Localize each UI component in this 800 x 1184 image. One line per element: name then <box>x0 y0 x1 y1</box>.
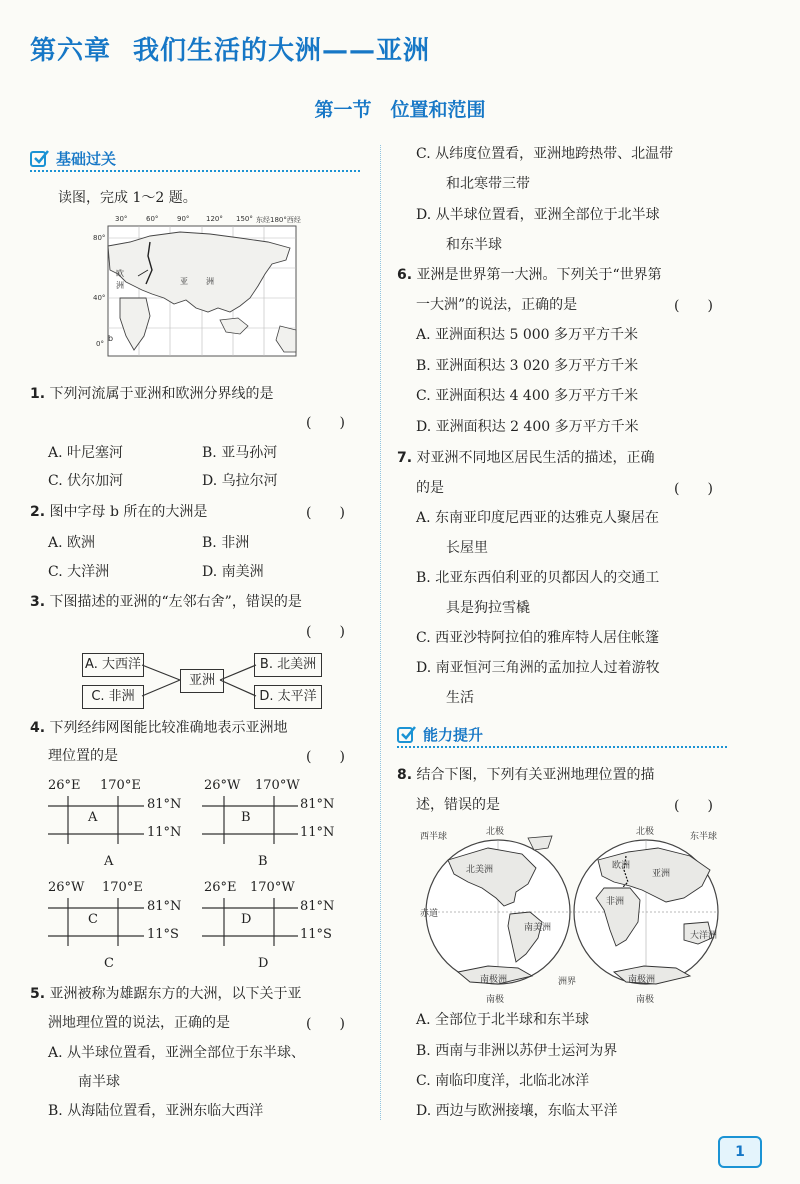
chapter-name: 我们生活的大洲——亚洲 <box>133 36 431 66</box>
grid-a-caption: A <box>104 854 114 869</box>
checkbox-icon <box>397 724 417 744</box>
q5-option-d-cont[interactable]: 和东半球 <box>446 237 502 253</box>
q3-number: 3. <box>30 594 46 610</box>
q2-option-c[interactable]: C. 大洋洲 <box>48 564 110 580</box>
grid-b-letter: B <box>241 810 251 825</box>
q7-answer-paren[interactable]: ( ) <box>674 481 713 497</box>
map1-label-zhou1: 洲 <box>116 281 124 290</box>
column-divider <box>380 145 381 1120</box>
grid-c-lat2: 11°S <box>147 927 179 942</box>
q7-option-d-cont[interactable]: 生活 <box>446 690 474 706</box>
map8-as: 亚洲 <box>652 869 671 879</box>
q8-stem-line2: 述，错误的是 <box>416 797 500 813</box>
q4-answer-paren[interactable]: ( ) <box>306 749 345 765</box>
q6-number: 6. <box>397 267 413 283</box>
map8-np2: 北极 <box>636 827 655 837</box>
q1-answer-paren[interactable]: ( ) <box>306 415 345 431</box>
map1-lat-80: 80° <box>93 234 106 242</box>
asia-map <box>90 212 310 370</box>
q5-stem-line2: 洲地理位置的说法，正确的是 <box>48 1015 230 1031</box>
page-number: 1 <box>718 1136 762 1168</box>
intro-text: 读图，完成 1～2 题。 <box>58 190 197 206</box>
q4-stem-line1 <box>30 718 288 738</box>
map1-lon-30: 30° <box>115 215 128 223</box>
q1-option-a[interactable]: A. 叶尼塞河 <box>48 445 124 461</box>
grid-a-lon2: 170°E <box>100 778 141 793</box>
map1-lon-120: 120° <box>206 215 223 223</box>
q5-option-d[interactable]: D. 从半球位置看，亚洲全部位于北半球 <box>416 207 660 223</box>
q3-stem-text: 下图描述的亚洲的“左邻右舍”，错误的是 <box>49 594 302 610</box>
q5-stem-line1 <box>30 984 302 1004</box>
section-label-basic: 基础过关 <box>56 150 117 168</box>
q7-stem-text: 对亚洲不同地区居民生活的描述，正确 <box>416 450 655 466</box>
q7-option-a[interactable]: A. 东南亚印度尼西亚的达雅克人聚居在 <box>416 510 660 526</box>
q8-answer-paren[interactable]: ( ) <box>674 798 713 814</box>
chapter-number: 第六章 <box>30 36 112 66</box>
map8-sa: 南美洲 <box>524 923 552 933</box>
q6-option-b[interactable]: B. 亚洲面积达 3 020 多万平方千米 <box>416 358 639 374</box>
q7-option-a-cont[interactable]: 长屋里 <box>446 540 488 556</box>
map8-an2: 南极洲 <box>628 975 656 985</box>
map8-sp2: 南极 <box>636 995 655 1005</box>
map8-np1: 北极 <box>486 827 505 837</box>
grid-a-lat2: 11°N <box>147 825 182 840</box>
q6-option-a[interactable]: A. 亚洲面积达 5 000 多万平方千米 <box>416 327 638 343</box>
q8-option-a[interactable]: A. 全部位于北半球和东半球 <box>416 1012 590 1028</box>
grid-a-letter: A <box>88 810 98 825</box>
map1-lat-0: 0° <box>96 340 104 348</box>
q1-option-c[interactable]: C. 伏尔加河 <box>48 473 124 489</box>
map1-lon-150: 150° <box>236 215 253 223</box>
q1-stem-text: 下列河流属于亚洲和欧洲分界线的是 <box>49 386 274 402</box>
map1-label-zhou2: 洲 <box>206 277 214 286</box>
q7-option-d[interactable]: D. 南亚恒河三角洲的孟加拉人过着游牧 <box>416 660 660 676</box>
q8-stem-text: 结合下图，下列有关亚洲地理位置的描 <box>416 767 655 783</box>
map1-lon-60: 60° <box>146 215 159 223</box>
q2-number: 2. <box>30 504 46 520</box>
grid-d-lat1: 81°N <box>300 899 335 914</box>
map8-sp1: 南极 <box>486 995 505 1005</box>
map8-an1: 南极洲 <box>480 975 508 985</box>
section-head-basic <box>30 148 360 172</box>
q5-option-a[interactable]: A. 从半球位置看，亚洲全部位于东半球、 <box>48 1045 306 1061</box>
q5-option-b[interactable]: B. 从海陆位置看，亚洲东临大西洋 <box>48 1103 264 1119</box>
map8-boundary: 洲界 <box>558 977 577 987</box>
grid-c-lon2: 170°E <box>102 880 143 895</box>
q3-box-b[interactable]: B. 北美洲 <box>254 653 322 677</box>
q2-option-d[interactable]: D. 南美洲 <box>202 564 264 580</box>
q2-option-b[interactable]: B. 非洲 <box>202 535 250 551</box>
grid-c-caption: C <box>104 956 114 971</box>
grid-a-lon1: 26°E <box>48 778 81 793</box>
q7-stem-line1 <box>397 448 655 468</box>
grid-c-lon1: 26°W <box>48 880 85 895</box>
grid-b-lon2: 170°W <box>255 778 300 793</box>
map8-oc: 大洋洲 <box>690 931 718 941</box>
q6-option-d[interactable]: D. 亚洲面积达 2 400 多万平方千米 <box>416 419 639 435</box>
q4-stem-text: 下列经纬网图能比较准确地表示亚洲地 <box>49 720 288 736</box>
q4-number: 4. <box>30 720 46 736</box>
q1-option-d[interactable]: D. 乌拉尔河 <box>202 473 278 489</box>
q5-number: 5. <box>30 986 46 1002</box>
q2-option-a[interactable]: A. 欧洲 <box>48 535 96 551</box>
section-title: 第一节 位置和范围 <box>314 99 486 121</box>
grid-b-lat1: 81°N <box>300 797 335 812</box>
grid-b-caption: B <box>258 854 268 869</box>
section-label-ability: 能力提升 <box>423 726 484 744</box>
section-head-ability <box>397 724 727 748</box>
q3-box-center: 亚洲 <box>180 669 224 693</box>
map1-lon-90: 90° <box>177 215 190 223</box>
grid-c-letter: C <box>88 912 98 927</box>
q2-stem <box>30 502 207 522</box>
map8-na: 北美洲 <box>466 865 494 875</box>
q3-box-c[interactable]: C. 非洲 <box>82 685 144 709</box>
grid-d-caption: D <box>258 956 269 971</box>
q3-box-d[interactable]: D. 太平洋 <box>254 685 322 709</box>
grid-c-lat1: 81°N <box>147 899 182 914</box>
q3-answer-paren[interactable]: ( ) <box>306 624 345 640</box>
grid-d-lat2: 11°S <box>300 927 332 942</box>
grid-d-letter: D <box>241 912 252 927</box>
q1-number: 1. <box>30 386 46 402</box>
map8-west: 西半球 <box>420 832 448 842</box>
grid-b-lat2: 11°N <box>300 825 335 840</box>
q4-stem-line2: 理位置的是 <box>48 748 118 764</box>
q6-stem-line1 <box>397 265 662 285</box>
q7-number: 7. <box>397 450 413 466</box>
map8-eq: 赤道 <box>420 909 439 919</box>
q6-stem-line2: 一大洲”的说法，正确的是 <box>416 297 578 313</box>
map8-eu: 欧洲 <box>612 861 631 871</box>
q7-stem-line2: 的是 <box>416 480 444 496</box>
q3-stem <box>30 592 302 612</box>
q8-number: 8. <box>397 767 413 783</box>
q3-box-a[interactable]: A. 大西洋 <box>82 653 144 677</box>
q6-stem-text: 亚洲是世界第一大洲。下列关于“世界第 <box>416 267 662 283</box>
q8-option-d[interactable]: D. 西边与欧洲接壤，东临太平洋 <box>416 1103 618 1119</box>
q2-answer-paren[interactable]: ( ) <box>306 505 345 521</box>
q5-option-a-cont[interactable]: 南半球 <box>78 1074 120 1090</box>
checkbox-icon <box>30 148 50 168</box>
q2-stem-text: 图中字母 b 所在的大洲是 <box>49 504 208 520</box>
map1-lon-180: 东经180°西经 <box>256 216 301 224</box>
q7-option-c[interactable]: C. 西亚沙特阿拉伯的雅库特人居住帐篷 <box>416 630 660 646</box>
q1-stem <box>30 384 274 404</box>
map1-label-ou: 欧 <box>116 269 124 278</box>
q5-option-c-cont[interactable]: 和北寒带三带 <box>446 176 530 192</box>
q8-option-c[interactable]: C. 南临印度洋，北临北冰洋 <box>416 1073 590 1089</box>
q6-option-c[interactable]: C. 亚洲面积达 4 400 多万平方千米 <box>416 388 639 404</box>
map8-east: 东半球 <box>690 832 718 842</box>
q5-option-c[interactable]: C. 从纬度位置看，亚洲地跨热带、北温带 <box>416 146 674 162</box>
q7-option-b-cont[interactable]: 具是狗拉雪橇 <box>446 600 530 616</box>
grid-a-lat1: 81°N <box>147 797 182 812</box>
q8-stem-line1 <box>397 765 655 785</box>
map8-af: 非洲 <box>606 897 625 907</box>
q5-answer-paren[interactable]: ( ) <box>306 1016 345 1032</box>
map1-label-b: b <box>108 334 114 343</box>
q7-option-b[interactable]: B. 北亚东西伯利亚的贝都因人的交通工 <box>416 570 660 586</box>
q5-stem-text: 亚洲被称为雄踞东方的大洲，以下关于亚 <box>49 986 302 1002</box>
q6-answer-paren[interactable]: ( ) <box>674 298 713 314</box>
hemisphere-map <box>418 826 728 996</box>
grid-d-lon1: 26°E <box>204 880 237 895</box>
grid-b-lon1: 26°W <box>204 778 241 793</box>
grid-d-lon2: 170°W <box>250 880 295 895</box>
chapter-title <box>30 30 430 67</box>
q8-option-b[interactable]: B. 西南与非洲以苏伊士运河为界 <box>416 1043 618 1059</box>
map1-lat-40: 40° <box>93 294 106 302</box>
map1-label-ya: 亚 <box>180 277 188 286</box>
q1-option-b[interactable]: B. 亚马孙河 <box>202 445 278 461</box>
